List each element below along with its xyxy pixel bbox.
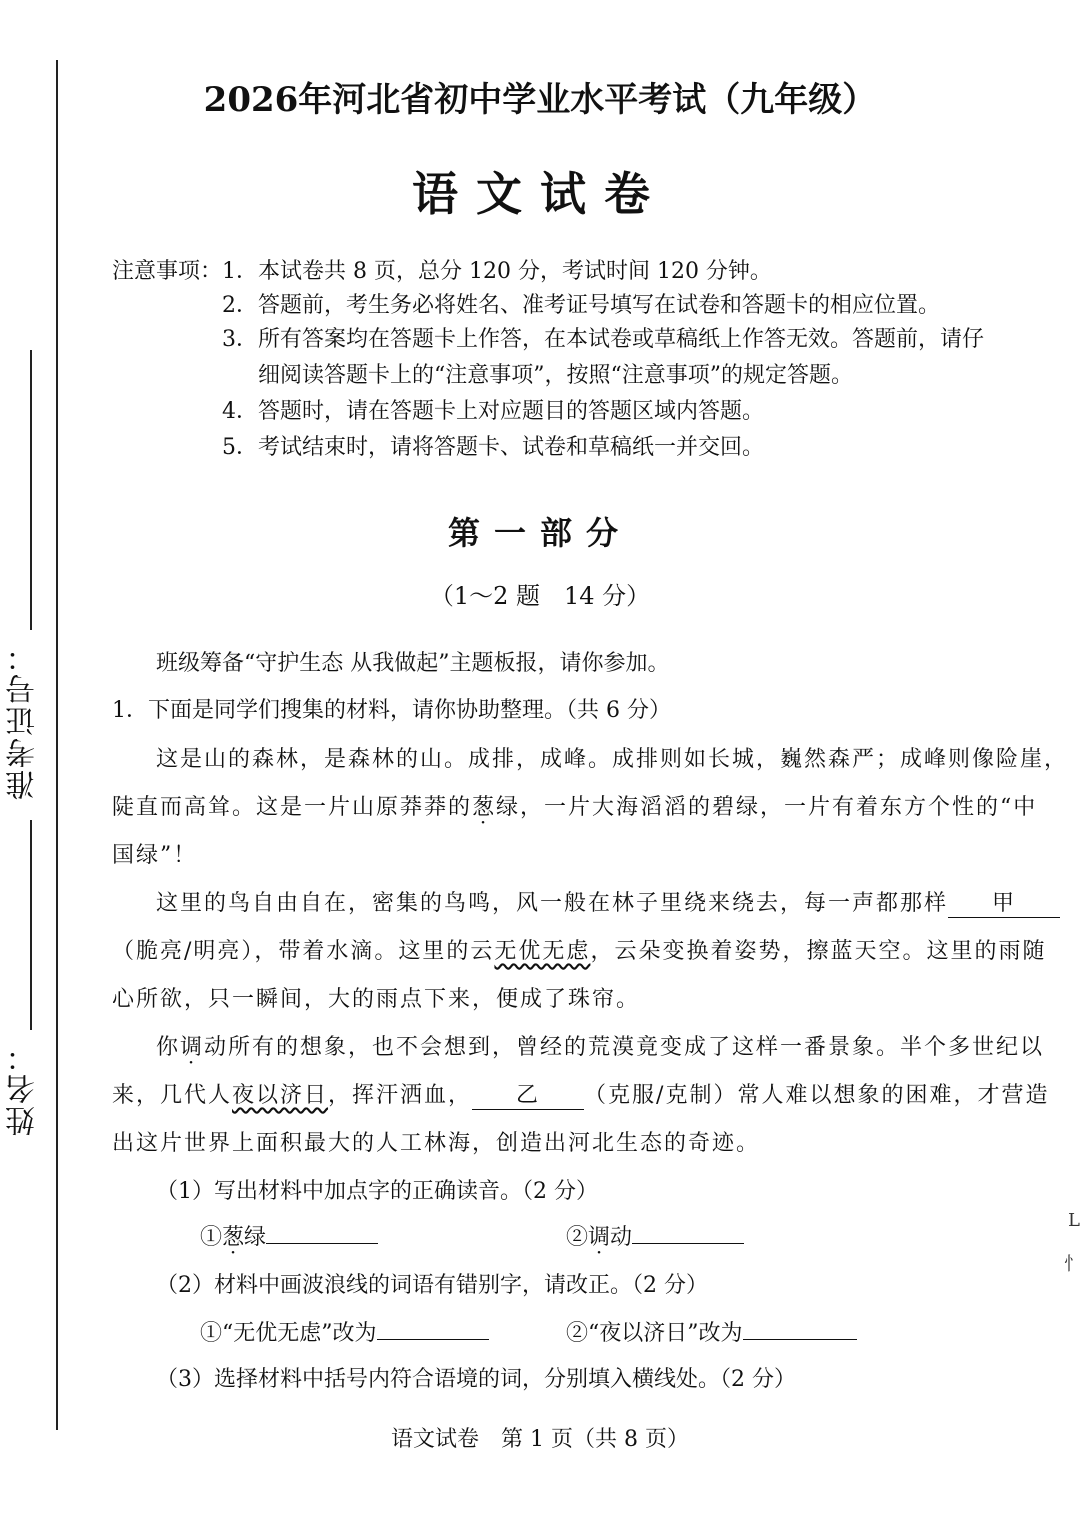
wavy-word-2: 夜以济日 (232, 1083, 329, 1108)
passage-p2-line1: 这里的鸟自由自在，密集的鸟鸣，风一般在林子里绕来绕去，每一声都那样 甲 (156, 886, 1060, 918)
sub-question-2-item-a: ①“无优无虑”改为 (200, 1316, 489, 1347)
wavy-word-1: 无优无虑 (494, 939, 591, 964)
note-item-4: 4．答题时，请在答题卡上对应题目的答题区域内答题。 (222, 399, 764, 424)
passage-p2-line3: 心所欲，只一瞬间，大的雨点下来，便成了珠帘。 (112, 987, 641, 1012)
note-item-3: 3．所有答案均在答题卡上作答，在本试卷或草稿纸上作答无效。答题前，请仔 (222, 327, 984, 352)
sub-question-3-stem: （3）选择材料中括号内符合语境的词，分别填入横线处。（2 分） (156, 1367, 796, 1392)
notes-label: 注意事项： (112, 259, 223, 284)
name-line (30, 820, 32, 1030)
dotted-char-cong: 葱 (472, 795, 497, 820)
passage-p3-line2: 来，几代人夜以济日，挥汗洒血， 乙 （克服/克制）常人难以想象的困难，才营造 (112, 1078, 1049, 1110)
blank-yi: 乙 (472, 1078, 584, 1110)
question-1-stem: 1．下面是同学们搜集的材料，请你协助整理。（共 6 分） (112, 698, 671, 723)
section-title: 第一部分 (447, 514, 632, 552)
dotted-char-tiao: 调 (180, 1035, 205, 1060)
sub-question-2-item-b: ②“夜以济日”改为 (566, 1316, 857, 1347)
answer-blank-2b[interactable] (743, 1339, 857, 1340)
sub-question-1-stem: （1）写出材料中加点字的正确读音。（2 分） (156, 1179, 598, 1204)
note-item-3-cont: 细阅读答题卡上的“注意事项”，按照“注意事项”的规定答题。 (258, 363, 853, 388)
passage-p2-line2: （脆亮/明亮），带着水滴。这里的云无优无虑，云朵变换着姿势，擦蓝天空。这里的雨随 (112, 939, 1047, 964)
intro-text: 班级筹备“守护生态 从我做起”主题板报，请你参加。 (156, 651, 670, 676)
passage-p1-line1: 这是山的森林，是森林的山。成排，成峰。成排则如长城，巍然森严；成峰则像险崖， (156, 747, 1069, 772)
note-item-2: 2．答题前，考生务必将姓名、准考证号填写在试卷和答题卡的相应位置。 (222, 293, 940, 318)
passage-p3-line1: 你调动所有的想象，也不会想到，曾经的荒漠竟变成了这样一番景象。半个多世纪以 (156, 1035, 1045, 1060)
section-subtitle: （1～2 题 14 分） (429, 582, 651, 610)
answer-blank-1b[interactable] (632, 1243, 744, 1244)
exam-title: 2026年河北省初中学业水平考试（九年级） (203, 80, 877, 120)
passage-p1-line3: 国绿”！ (112, 843, 198, 868)
blank-jia: 甲 (948, 886, 1060, 918)
sub-question-1-item-b: ②调动 (566, 1220, 744, 1251)
exam-number-label: 准考证号： (6, 640, 41, 800)
exam-subtitle: 语文试卷 (412, 167, 668, 221)
sub-question-2-stem: （2）材料中画波浪线的词语有错别字，请改正。（2 分） (156, 1273, 708, 1298)
page-footer: 语文试卷 第 1 页（共 8 页） (391, 1427, 689, 1452)
answer-blank-1a[interactable] (266, 1243, 378, 1244)
name-label: 姓名： (6, 1040, 41, 1136)
passage-p1-line2: 陡直而高耸。这是一片山原莽莽的葱绿，一片大海滔滔的碧绿，一片有着东方个性的“中 (112, 795, 1038, 820)
edge-mark-1: L (1068, 1210, 1080, 1231)
note-item-1: 1．本试卷共 8 页，总分 120 分，考试时间 120 分钟。 (222, 259, 772, 284)
note-item-5: 5．考试结束时，请将答题卡、试卷和草稿纸一并交回。 (222, 435, 764, 460)
answer-blank-2a[interactable] (377, 1339, 489, 1340)
passage-p3-line3: 出这片世界上面积最大的人工林海，创造出河北生态的奇迹。 (112, 1131, 761, 1156)
edge-mark-2: 忄 (1064, 1254, 1082, 1275)
binding-margin-line (56, 60, 58, 1430)
sub-question-1-item-a: ①葱绿 (200, 1220, 378, 1251)
